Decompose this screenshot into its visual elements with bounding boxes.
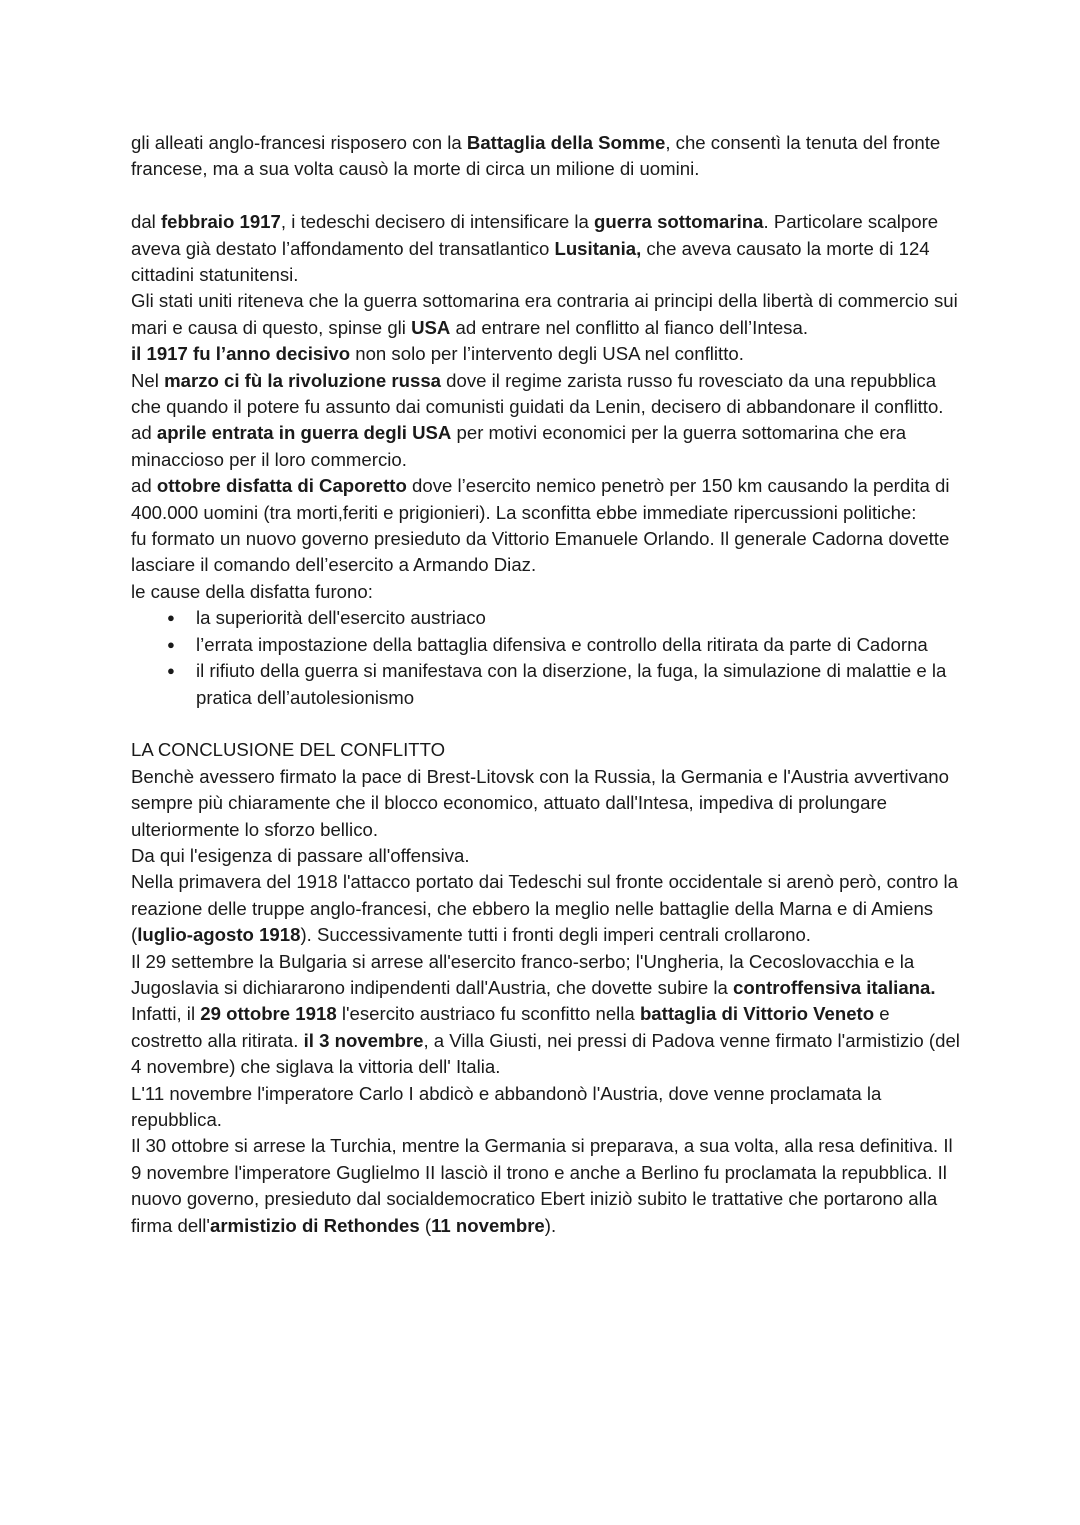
paragraph-somme: gli alleati anglo-francesi risposero con la Battaglia della Somme, che consentì la tenuta del fronte francese, ma a sua volta causò la morte di circa un milione di uomini. (131, 132, 941, 180)
list-item: ● l’errata impostazione della battaglia difensiva e controllo della ritirata da parte di Cadorna (131, 632, 961, 658)
paragraph-usa-entry: Gli stati uniti riteneva che la guerra sottomarina era contraria ai principi della libertà di commercio sui mari e causa di questo, spinse gli USA ad entrare nel conflitto al fianco dell’Intesa. (131, 290, 958, 338)
paragraph-germany-surrender: Il 30 ottobre si arrese la Turchia, mentre la Germania si preparava, a sua volta, alla resa definitiva. Il 9 novembre l'imperatore Guglielmo II lasciò il trono e anche a Berlino fu proclamata la repubblica. Il nuovo governo, presieduto dal socialdemocratico Ebert iniziò subito le trattative che portarono alla firma dell'armistizio di Rethondes (11 novembre). (131, 1135, 953, 1236)
paragraph-offensive: Da qui l'esigenza di passare all'offensiva. (131, 844, 470, 866)
list-item: ● la superiorità dell'esercito austriaco (131, 605, 961, 631)
paragraph-submarine-war: dal febbraio 1917, i tedeschi decisero di intensificare la guerra sottomarina. Particolare scalpore aveva già destato l’affondamento del transatlantico Lusitania, che aveva causato la morte di 124 cittadini statunitensi. (131, 211, 939, 286)
paragraph-spring-1918: Nella primavera del 1918 l'attacco portato dai Tedeschi sul fronte occidentale si arenò però, contro la reazione delle truppe anglo-francesi, che ebbero la meglio nelle battaglie della Marna e di Amiens (luglio-agosto 1918). Successivamente tutti i fronti degli imperi centrali crollarono. (131, 871, 958, 946)
paragraph-russian-revolution: Nel marzo ci fù la rivoluzione russa dove il regime zarista russo fu rovesciato da una repubblica che quando il potere fu assunto dai comunisti guidati da Lenin, decisero di abbandonare il conflitto. (131, 369, 944, 418)
paragraph-brest-litovsk: Benchè avessero firmato la pace di Brest-Litovsk con la Russia, la Germania e l'Austria avvertivano sempre più chiaramente che il blocco economico, attuato dall'Intesa, impediva di prolungare ulteriormente lo sforzo bellico. (131, 765, 949, 840)
paragraph-carlo-abdication: L'11 novembre l'imperatore Carlo I abdicò e abbandonò l'Austria, dove venne proclamata la repubblica. (131, 1082, 882, 1130)
paragraph-1917-decisive: il 1917 fu l’anno decisivo non solo per l’intervento degli USA nel conflitto. (131, 343, 744, 365)
paragraph-causes-intro: le cause della disfatta furono: (131, 580, 373, 602)
paragraph-april-usa: ad aprile entrata in guerra degli USA per motivi economici per la guerra sottomarina che era minaccioso per il loro commercio. (131, 422, 907, 470)
spacer (131, 183, 961, 209)
paragraph-caporetto: ad ottobre disfatta di Caporetto dove l’esercito nemico penetrò per 150 km causando la perdita di 400.000 uomini (tra morti,feriti e prigionieri). La sconfitta ebbe immediate ripercussioni politiche: (131, 475, 950, 523)
document-page (131, 130, 961, 1239)
paragraph-vittorio-veneto: Il 29 settembre la Bulgaria si arrese all'esercito franco-serbo; l'Ungheria, la Cecoslovacchia e la Jugoslavia si dichiararono indipendenti dall'Austria, che dovette subire la controffensiva italiana. Infatti, il 29 ottobre 1918 l'esercito austriaco fu sconfitto nella battaglia di Vittorio Veneto e costretto alla ritirata. il 3 novembre, a Villa Giusti, nei pressi di Padova venne firmato l'armistizio (del 4 novembre) che siglava la vittoria dell' Italia. (131, 950, 960, 1078)
causes-list (131, 605, 961, 711)
list-item: ● il rifiuto della guerra si manifestava con la diserzione, la fuga, la simulazione di malattie e la pratica dell’autolesionismo (131, 658, 961, 711)
paragraph-new-government: fu formato un nuovo governo presieduto da Vittorio Emanuele Orlando. Il generale Cadorna dovette lasciare il comando dell’esercito a Armando Diaz. (131, 528, 950, 576)
section-heading: LA CONCLUSIONE DEL CONFLITTO (131, 739, 446, 761)
spacer (131, 711, 961, 737)
